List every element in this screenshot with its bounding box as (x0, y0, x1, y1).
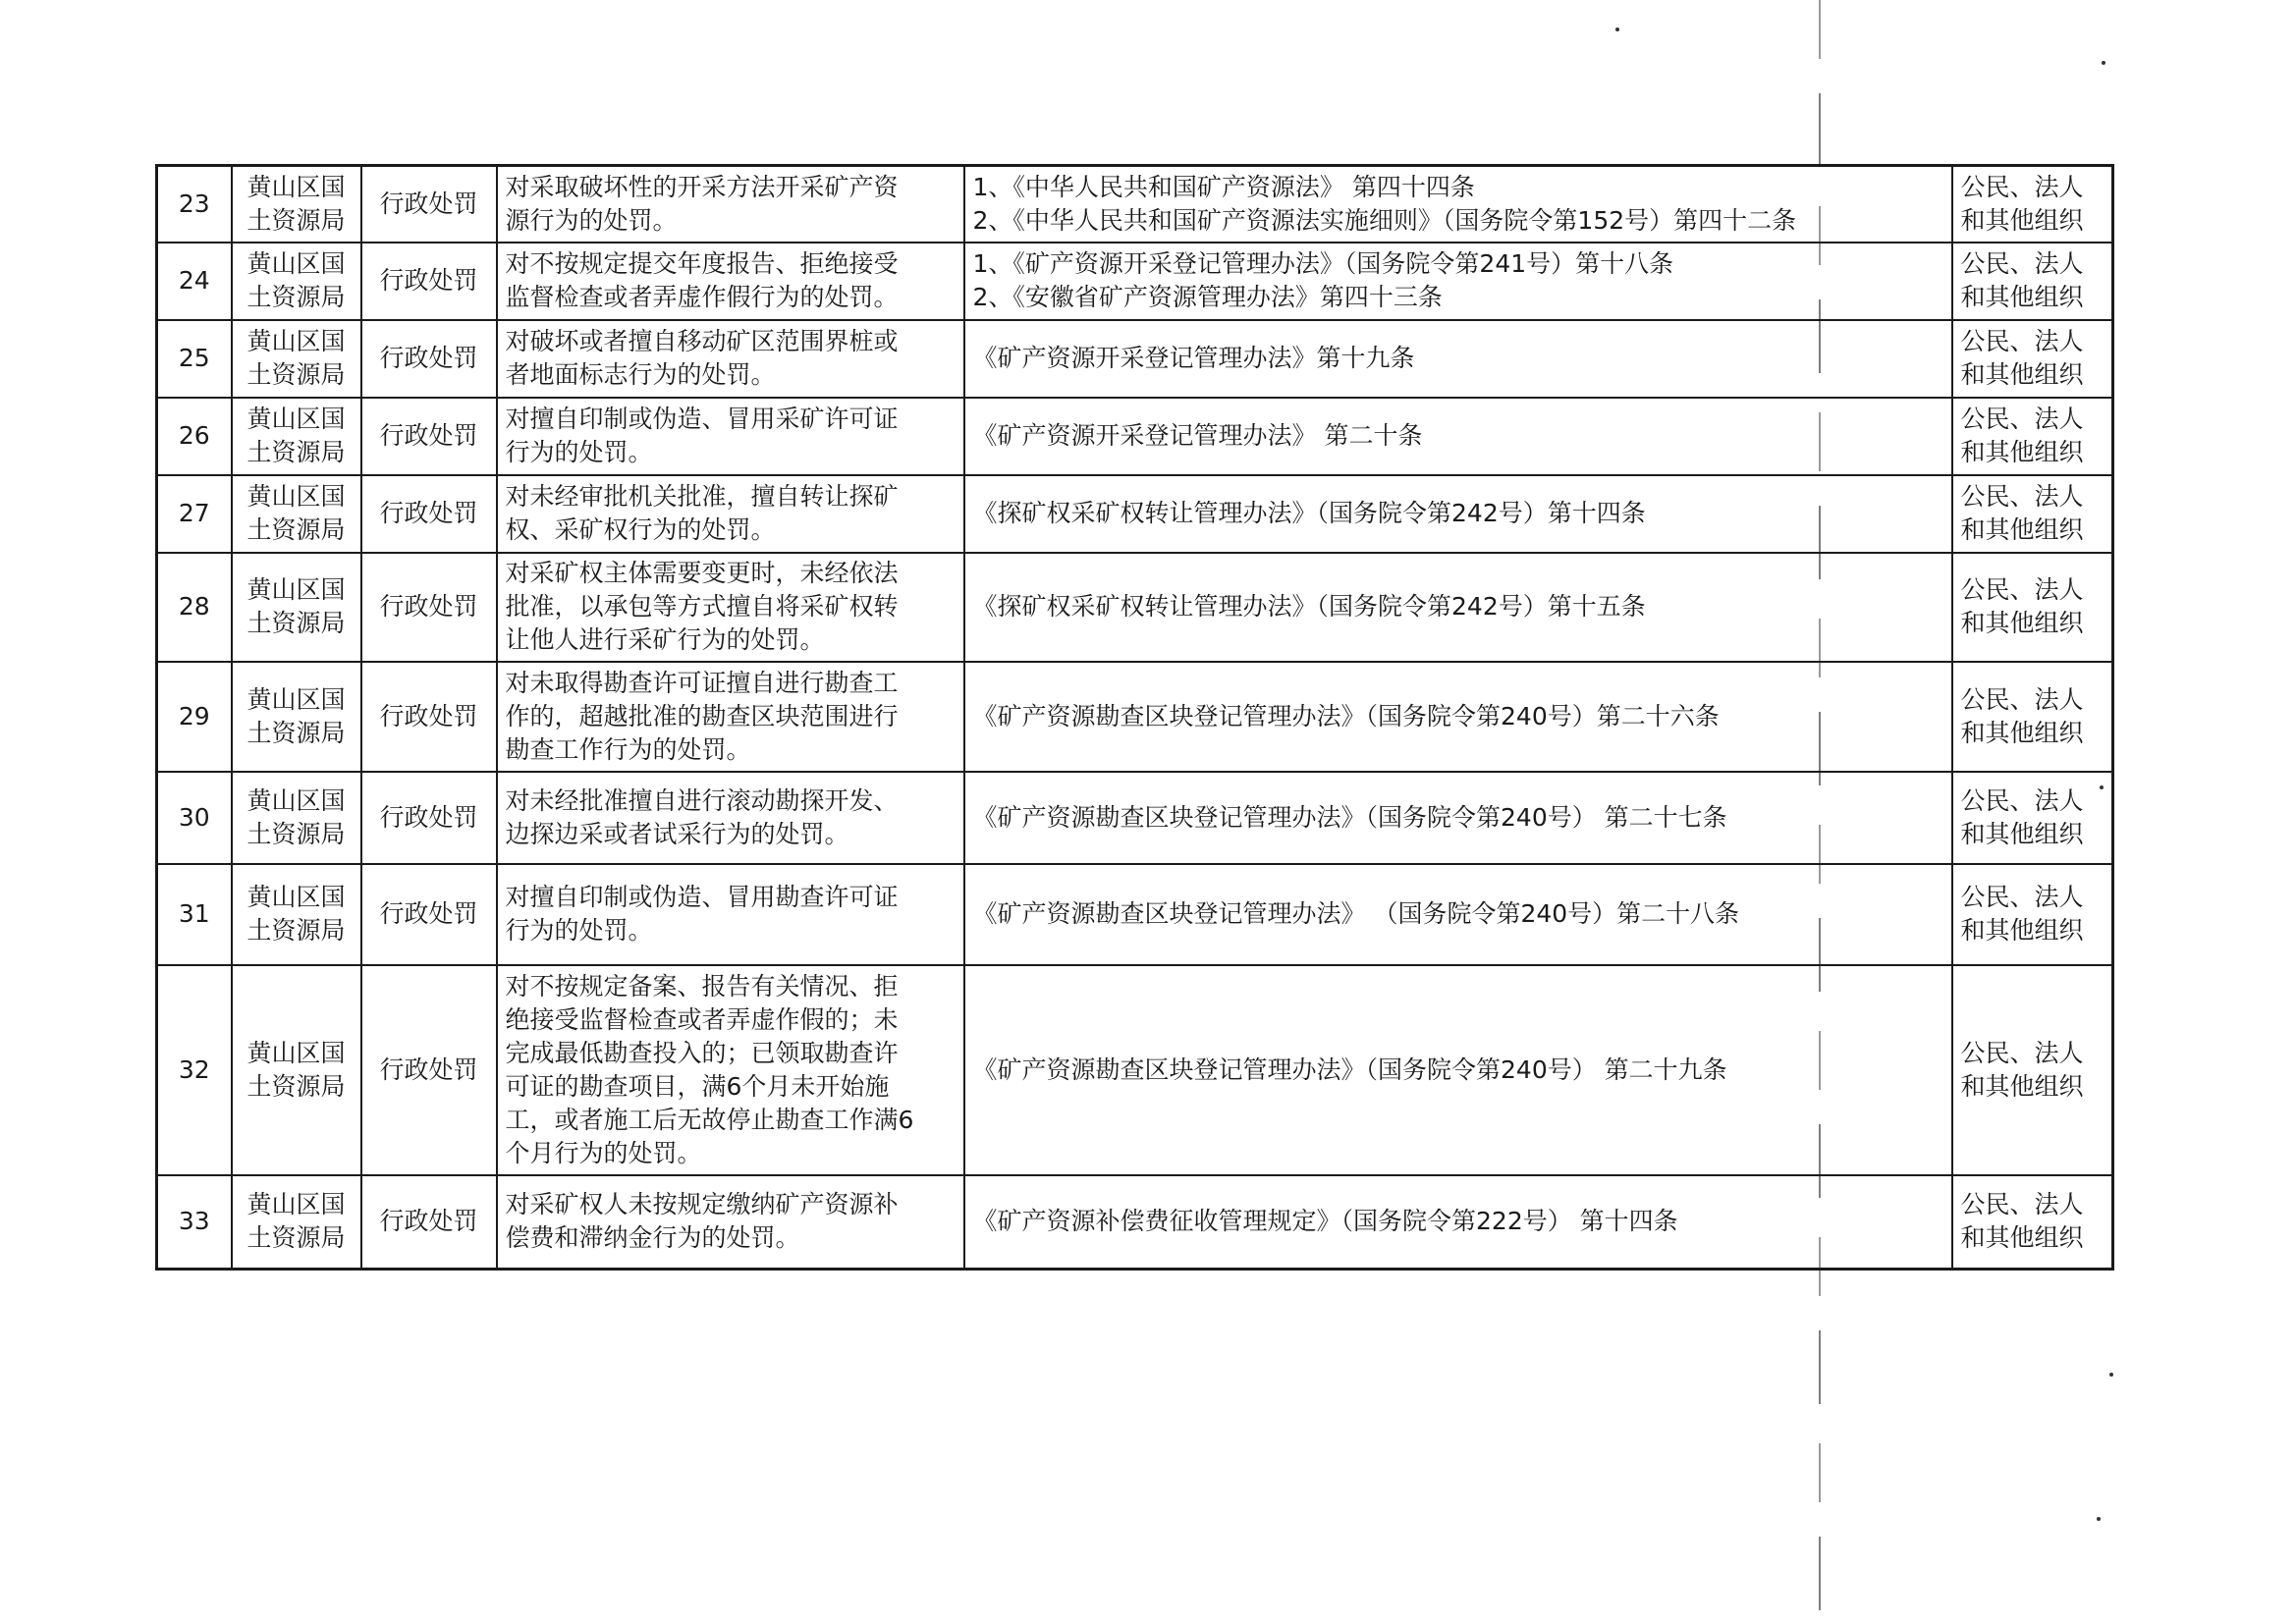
legal-basis-cell-line: 《探矿权采矿权转让管理办法》（国务院令第242号）第十五条 (972, 592, 1646, 621)
row-number: 31 (157, 864, 232, 965)
matter-cell-line: 源行为的处罚。 (505, 205, 678, 235)
table-row (157, 1175, 2113, 1270)
matter-cell (497, 398, 964, 475)
matter-cell (497, 965, 964, 1175)
matter-cell-line: 对采矿权主体需要变更时，未经依法 (505, 559, 899, 587)
department-cell-line: 土资源局 (246, 205, 346, 235)
department-cell-line: 土资源局 (246, 916, 346, 945)
table-row (157, 662, 2113, 772)
target-cell-line: 公民、法人 (1960, 883, 2084, 911)
department-cell-line: 黄山区国 (246, 405, 346, 433)
target-cell-line: 和其他组织 (1960, 205, 2084, 235)
power-type-cell: 行政处罚 (361, 772, 497, 864)
target-cell-line: 公民、法人 (1960, 172, 2084, 201)
target-cell-line: 和其他组织 (1960, 360, 2084, 389)
target-cell-line: 和其他组织 (1960, 718, 2084, 747)
matter-cell (497, 1175, 964, 1270)
power-type-cell: 行政处罚 (361, 475, 497, 553)
target-cell-line: 和其他组织 (1960, 515, 2084, 544)
matter-cell-line: 对不按规定提交年度报告、拒绝接受 (505, 249, 899, 278)
row-number: 33 (157, 1175, 232, 1270)
legal-basis-cell (964, 1175, 1952, 1270)
row-number: 25 (157, 320, 232, 398)
target-cell-line: 公民、法人 (1960, 249, 2084, 278)
matter-cell-line: 批准，以承包等方式擅自将采矿权转 (505, 592, 899, 621)
table-row (157, 864, 2113, 965)
target-cell-line: 和其他组织 (1960, 283, 2084, 311)
target-cell (1952, 965, 2113, 1175)
target-cell (1952, 772, 2113, 864)
target-cell-line: 和其他组织 (1960, 609, 2084, 637)
department-cell-line: 黄山区国 (246, 327, 346, 355)
table-row (157, 320, 2113, 398)
matter-cell-line: 对破坏或者擅自移动矿区范围界桩或 (505, 327, 899, 355)
target-cell-line: 公民、法人 (1960, 327, 2084, 355)
legal-basis-cell-line: 《矿产资源开采登记管理办法》第十九条 (972, 344, 1415, 372)
department-cell (232, 1175, 361, 1270)
matter-cell-line: 对不按规定备案、报告有关情况、拒 (505, 971, 899, 1001)
matter-cell-line: 者地面标志行为的处罚。 (505, 360, 776, 389)
matter-cell-line: 可证的勘查项目，满6个月未开始施 (505, 1071, 890, 1101)
row-number: 23 (157, 166, 232, 243)
legal-basis-cell-line: 1、《中华人民共和国矿产资源法》 第四十四条 (972, 172, 1475, 201)
scan-speck (2097, 1517, 2101, 1521)
legal-basis-cell-line: 《矿产资源补偿费征收管理规定》（国务院令第222号） 第十四条 (972, 1207, 1678, 1236)
power-type-cell: 行政处罚 (361, 965, 497, 1175)
power-type-cell: 行政处罚 (361, 553, 497, 662)
target-cell-line: 公民、法人 (1960, 1038, 2084, 1067)
target-cell (1952, 662, 2113, 772)
matter-cell-line: 绝接受监督检查或者弄虚作假的；未 (505, 1004, 899, 1034)
table-row (157, 243, 2113, 320)
row-number: 28 (157, 553, 232, 662)
table-row (157, 166, 2113, 243)
department-cell (232, 166, 361, 243)
target-cell-line: 公民、法人 (1960, 575, 2084, 604)
target-cell-line: 公民、法人 (1960, 684, 2084, 714)
power-type-cell: 行政处罚 (361, 320, 497, 398)
department-cell-line: 黄山区国 (246, 1038, 346, 1067)
department-cell-line: 黄山区国 (246, 684, 346, 714)
legal-basis-cell (964, 166, 1952, 243)
legal-basis-cell-line: 《探矿权采矿权转让管理办法》（国务院令第242号）第十四条 (972, 499, 1646, 527)
power-type-cell: 行政处罚 (361, 1175, 497, 1270)
matter-cell-line: 边探边采或者试采行为的处罚。 (505, 819, 849, 848)
target-cell-line: 公民、法人 (1960, 785, 2084, 815)
power-type-cell: 行政处罚 (361, 243, 497, 320)
matter-cell-line: 作的，超越批准的勘查区块范围进行 (505, 701, 899, 730)
target-cell-line: 和其他组织 (1960, 1223, 2084, 1253)
legal-basis-cell (964, 965, 1952, 1175)
legal-basis-cell (964, 864, 1952, 965)
table-row (157, 475, 2113, 553)
legal-basis-cell-line: 《矿产资源勘查区块登记管理办法》（国务院令第240号）第二十六条 (972, 701, 1720, 730)
legal-basis-cell (964, 662, 1952, 772)
row-number: 24 (157, 243, 232, 320)
table-row (157, 553, 2113, 662)
target-cell (1952, 553, 2113, 662)
legal-basis-cell-line: 《矿产资源勘查区块登记管理办法》（国务院令第240号） 第二十九条 (972, 1055, 1727, 1084)
matter-cell-line: 权、采矿权行为的处罚。 (505, 515, 776, 544)
row-number: 32 (157, 965, 232, 1175)
department-cell-line: 土资源局 (246, 515, 346, 544)
target-cell (1952, 166, 2113, 243)
department-cell-line: 土资源局 (246, 718, 346, 747)
department-cell-line: 黄山区国 (246, 1190, 346, 1219)
matter-cell-line: 行为的处罚。 (505, 916, 653, 945)
legal-basis-cell (964, 475, 1952, 553)
department-cell (232, 772, 361, 864)
department-cell (232, 320, 361, 398)
legal-basis-cell (964, 772, 1952, 864)
scan-speck (2109, 1373, 2113, 1377)
department-cell-line: 土资源局 (246, 1071, 346, 1101)
target-cell-line: 和其他组织 (1960, 438, 2084, 466)
department-cell-line: 土资源局 (246, 360, 346, 389)
department-cell (232, 398, 361, 475)
department-cell (232, 475, 361, 553)
target-cell-line: 和其他组织 (1960, 819, 2084, 848)
matter-cell (497, 475, 964, 553)
power-type-cell: 行政处罚 (361, 166, 497, 243)
matter-cell-line: 个月行为的处罚。 (505, 1138, 702, 1167)
department-cell (232, 553, 361, 662)
matter-cell (497, 166, 964, 243)
row-number: 26 (157, 398, 232, 475)
department-cell-line: 黄山区国 (246, 482, 346, 511)
matter-cell-line: 对采取破坏性的开采方法开采矿产资 (505, 172, 899, 201)
penalty-catalog-table (155, 164, 2114, 1271)
matter-cell-line: 对采矿权人未按规定缴纳矿产资源补 (505, 1190, 899, 1219)
department-cell-line: 黄山区国 (246, 172, 346, 201)
legal-basis-cell-line: 2、《安徽省矿产资源管理办法》第四十三条 (972, 283, 1443, 311)
target-cell (1952, 1175, 2113, 1270)
matter-cell-line: 对未经审批机关批准，擅自转让探矿 (505, 482, 899, 511)
matter-cell-line: 对未经批准擅自进行滚动勘探开发、 (505, 785, 899, 815)
matter-cell-line: 对擅自印制或伪造、冒用勘查许可证 (505, 883, 899, 911)
matter-cell (497, 553, 964, 662)
department-cell-line: 黄山区国 (246, 883, 346, 911)
department-cell-line: 土资源局 (246, 283, 346, 311)
department-cell-line: 黄山区国 (246, 249, 346, 278)
legal-basis-cell (964, 553, 1952, 662)
legal-basis-cell-line: 《矿产资源勘查区块登记管理办法》 （国务院令第240号）第二十八条 (972, 899, 1740, 928)
matter-cell-line: 偿费和滞纳金行为的处罚。 (505, 1223, 800, 1253)
matter-cell-line: 完成最低勘查投入的；已领取勘查许 (505, 1038, 899, 1067)
target-cell-line: 公民、法人 (1960, 1190, 2084, 1219)
department-cell-line: 土资源局 (246, 438, 346, 466)
scan-speck (2102, 61, 2105, 65)
power-type-cell: 行政处罚 (361, 398, 497, 475)
target-cell-line: 和其他组织 (1960, 916, 2084, 945)
legal-basis-cell-line: 《矿产资源勘查区块登记管理办法》（国务院令第240号） 第二十七条 (972, 802, 1727, 832)
department-cell-line: 黄山区国 (246, 575, 346, 604)
target-cell (1952, 475, 2113, 553)
matter-cell-line: 让他人进行采矿行为的处罚。 (505, 625, 825, 654)
matter-cell-line: 对擅自印制或伪造、冒用采矿许可证 (505, 405, 899, 433)
legal-basis-cell-line: 1、《矿产资源开采登记管理办法》（国务院令第241号）第十八条 (972, 249, 1674, 278)
matter-cell-line: 监督检查或者弄虚作假行为的处罚。 (505, 283, 899, 311)
row-number: 30 (157, 772, 232, 864)
target-cell (1952, 864, 2113, 965)
department-cell (232, 864, 361, 965)
legal-basis-cell (964, 320, 1952, 398)
matter-cell-line: 工，或者施工后无故停止勘查工作满6 (505, 1105, 914, 1134)
legal-basis-cell (964, 398, 1952, 475)
target-cell (1952, 243, 2113, 320)
department-cell (232, 243, 361, 320)
legal-basis-cell (964, 243, 1952, 320)
department-cell-line: 土资源局 (246, 1223, 346, 1253)
matter-cell (497, 662, 964, 772)
row-number: 29 (157, 662, 232, 772)
table-row (157, 965, 2113, 1175)
target-cell (1952, 320, 2113, 398)
department-cell (232, 662, 361, 772)
department-cell (232, 965, 361, 1175)
matter-cell-line: 勘查工作行为的处罚。 (505, 734, 751, 764)
row-number: 27 (157, 475, 232, 553)
legal-basis-cell-line: 《矿产资源开采登记管理办法》 第二十条 (972, 421, 1423, 450)
matter-cell (497, 243, 964, 320)
matter-cell-line: 行为的处罚。 (505, 438, 653, 466)
matter-cell (497, 864, 964, 965)
scan-speck (1615, 27, 1619, 31)
table-body (157, 166, 2113, 1270)
target-cell-line: 公民、法人 (1960, 482, 2084, 511)
matter-cell (497, 772, 964, 864)
power-type-cell: 行政处罚 (361, 864, 497, 965)
department-cell-line: 土资源局 (246, 609, 346, 637)
target-cell (1952, 398, 2113, 475)
department-cell-line: 土资源局 (246, 819, 346, 848)
table-row (157, 772, 2113, 864)
department-cell-line: 黄山区国 (246, 785, 346, 815)
matter-cell (497, 320, 964, 398)
table-row (157, 398, 2113, 475)
target-cell-line: 和其他组织 (1960, 1071, 2084, 1101)
matter-cell-line: 对未取得勘查许可证擅自进行勘查工 (505, 668, 899, 697)
legal-basis-cell-line: 2、《中华人民共和国矿产资源法实施细则》（国务院令第152号）第四十二条 (972, 205, 1797, 235)
power-type-cell: 行政处罚 (361, 662, 497, 772)
target-cell-line: 公民、法人 (1960, 405, 2084, 433)
